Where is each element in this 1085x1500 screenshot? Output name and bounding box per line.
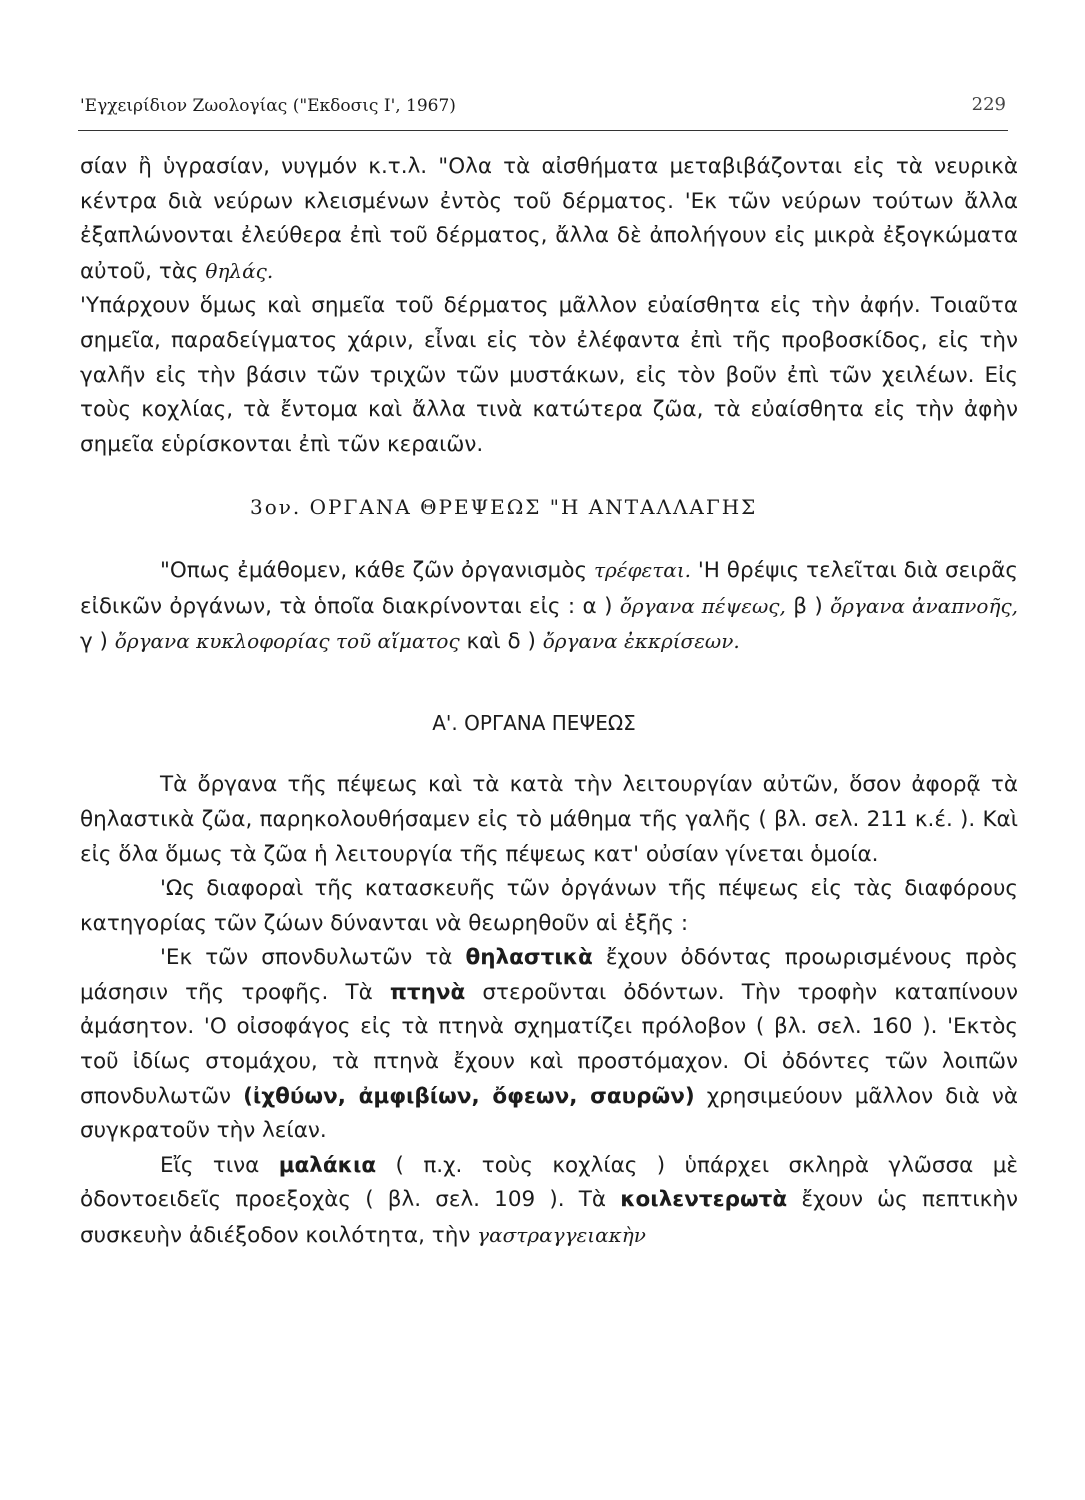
text-run: 'Εκ τῶν σπονδυλωτῶν τὰ [160,945,453,971]
italic-term: ὄργανα ἀναπνοῆς, [830,593,1019,618]
italic-term: ὄργανα ἐκκρίσεων. [542,629,740,654]
bold-term: μαλάκια [278,1152,377,1178]
paragraph-touch [80,150,1018,289]
section-heading-digestion: Α'. ΟΡΓΑΝΑ ΠΕΨΕΩΣ [432,710,636,735]
italic-term: τρέφεται. [593,557,692,582]
text-run: καὶ δ ) [466,629,536,655]
text-run: ( π.χ. τοὺς κοχλίας ) ὑπάρχει σκληρὰ γλῶσσα μὲ ὀδοντοειδεῖς προεξοχὰς ( βλ. σελ. 109 ). Τὰ [80,1152,1018,1213]
text-run: 'Η θρέψις τελεῖται διὰ σειρᾶς εἰδικῶν ὀργάνων, τὰ ὁποῖα διακρίνονται εἰς : α ) [80,557,1018,619]
text-run: "Οπως ἐμάθομεν, κάθε ζῶν ὀργανισμὸς [160,557,588,583]
paragraph-vertebrates [80,941,1018,1149]
bold-term: θηλαστικὰ [465,945,593,971]
text-run: γ ) [80,629,108,655]
bold-term: πτηνὰ [389,979,466,1005]
text-run: β ) [793,593,823,619]
text-run: ἔχουν ὀδόντας προωρισμένους πρὸς μάσησιν τῆς τροφῆς. Τὰ [80,945,1018,1005]
italic-term: ὄργανα κυκλοφορίας τοῦ αἵματος [114,629,460,654]
paragraph-text: σίαν ἢ ὑγρασίαν, νυγμόν κ.τ.λ. "Ολα τὰ αἰσθήματα μεταβιβάζονται εἰς τὰ νευρικὰ κέντρα διὰ νεύρων κλεισμένων ἐντὸς τοῦ δέρματος. 'Εκ τῶν νεύρων τούτων ἄλλα ἐξαπλώνονται ἐλεύθερα ἐπὶ τοῦ δέρματος, ἄλλα δὲ ἀπολήγουν εἰς μικρὰ ἐξογκώματα αὐτοῦ, τὰς [80,154,1018,284]
text-run: Εἴς τινα [160,1152,260,1178]
section-heading-nutrition: 3ον. ΟΡΓΑΝΑ ΘΡΕΨΕΩΣ "Η ΑΝΤΑΛΛΑΓΗΣ [250,495,758,520]
text-run: χρησιμεύουν μᾶλλον διὰ νὰ συγκρατοῦν τὴν λείαν. [80,1083,1018,1144]
paragraph-nutrition-organs [80,553,1018,660]
italic-term: γαστραγγειακὴν [477,1223,646,1248]
italic-term: ὄργανα πέψεως, [619,593,786,618]
header-title: 'Εγχειρίδιον Ζωολογίας ("Εκδοσις Ι', 1967) [80,96,456,116]
text-run: ἔχουν ὡς πεπτικὴν συσκευὴν ἀδιέξοδον κοιλότητα, τὴν [80,1187,1018,1249]
running-header [78,90,1008,131]
page-number: 229 [971,94,1006,115]
paragraph-differences: 'Ως διαφοραὶ τῆς κατασκευῆς τῶν ὀργάνων τῆς πέψεως εἰς τὰς διαφόρους κατηγορίας τῶν ζώων δύνανται νὰ θεωρηθοῦν αἱ ἑξῆς : [80,876,1018,936]
italic-term: θηλάς. [205,258,274,283]
bold-term: κοιλεντερωτὰ [620,1187,788,1213]
paragraph-digestion-intro: Τὰ ὄργανα τῆς πέψεως καὶ τὰ κατὰ τὴν λειτουργίαν αὐτῶν, ὅσον ἀφορᾷ τὰ θηλαστικὰ ζῶα, παρηκολουθήσαμεν εἰς τὸ μάθημα τῆς γαλῆς ( βλ. σελ. 211 κ.έ. ). Καὶ εἰς ὅλα ὅμως τὰ ζῶα ἡ λειτουργία τῆς πέψεως κατ' οὐσίαν γίνεται ὁμοία. [80,772,1018,867]
text-run: στεροῦνται ὀδόντων. Τὴν τροφὴν καταπίνουν ἀμάσητον. 'Ο οἰσοφάγος εἰς τὰ πτηνὰ σχηματίζει πρόλοβον ( βλ. σελ. 160 ). 'Εκτὸς τοῦ ἰδίως στομάχου, τὰ πτηνὰ ἔχουν καὶ προστόμαχον. Οἱ ὀδόντες τῶν λοιπῶν σπονδυλωτῶν [80,979,1018,1109]
bold-term: (ἰχθύων, ἀμφιβίων, ὄφεων, σαυρῶν) [243,1083,695,1109]
paragraph-sensitive-points: 'Υπάρχουν ὅμως καὶ σημεῖα τοῦ δέρματος μᾶλλον εὐαίσθητα εἰς τὴν ἀφήν. Τοιαῦτα σημεῖα, παραδείγματος χάριν, εἶναι εἰς τὸν ἐλέφαντα ἐπὶ τῆς προβοσκίδος, εἰς τὴν γαλῆν εἰς τὴν βάσιν τῶν τριχῶν τῶν μυστάκων, εἰς τὸν βοῦν ἐπὶ τῶν χειλέων. Εἰς τοὺς κοχλίας, τὰ ἔντομα καὶ ἄλλα τινὰ κατώτερα ζῶα, τὰ εὐαίσθητα εἰς τὴν ἀφὴν σημεῖα εὑρίσκονται ἐπὶ τῶν κεραιῶν. [80,293,1018,457]
paragraph-molluscs [80,1149,1018,1254]
page-body [80,150,1018,1254]
